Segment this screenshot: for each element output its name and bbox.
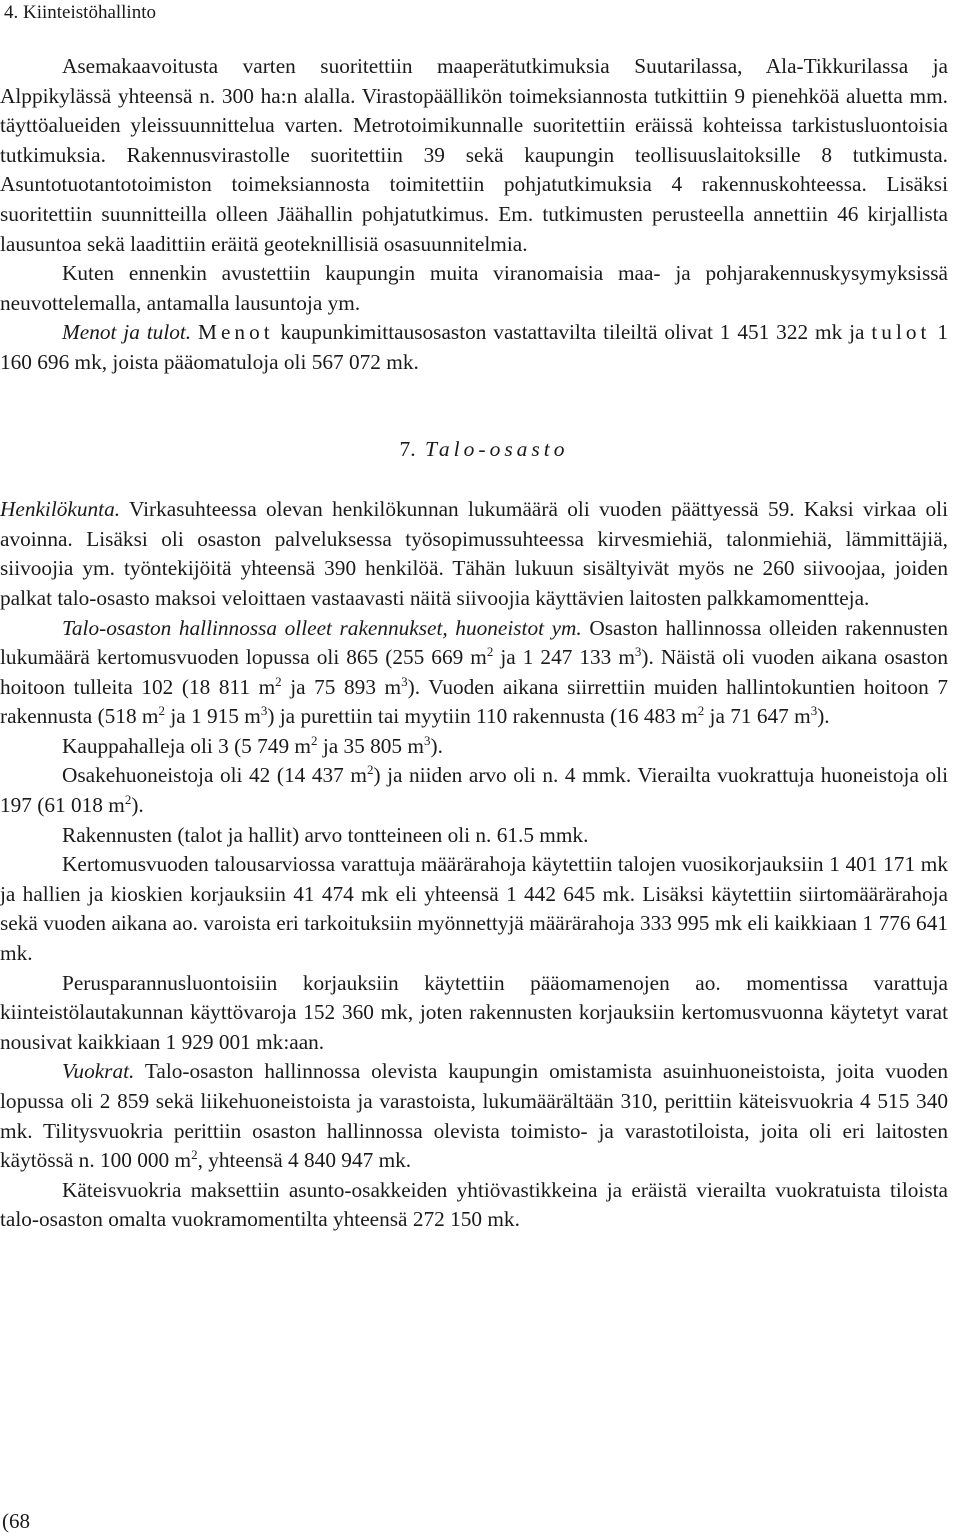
superscript: 3 (810, 703, 818, 719)
text-run: 1 160 696 mk, joista pääomatuloja oli 567 072 mk. (0, 320, 948, 374)
body-text (0, 52, 948, 1235)
superscript: 3 (260, 703, 268, 719)
section-title: Talo-osasto (424, 436, 569, 461)
superscript: 2 (366, 762, 374, 778)
text-run: ja 1 247 133 m (493, 645, 635, 670)
text-run: Osakehuoneistoja oli 42 (14 437 m (62, 763, 367, 788)
section-heading (0, 435, 948, 465)
text-run: kaupunkimittausosaston vastattavilta tileiltä olivat 1 451 322 mk ja (273, 320, 872, 345)
page-number: (68 (2, 1509, 30, 1533)
superscript: 3 (634, 644, 642, 660)
text-run: ) ja purettiin tai myytiin 110 rakennusta (16 483 m (267, 704, 698, 729)
paragraph-ground-surveys: Asemakaavoitusta varten suoritettiin maaperätutkimuksia Suutarilassa, Ala-Tikkurilassa ja Alppikylässä yhteensä n. 300 ha:n alalla. Virastopäällikön toimeksiannosta tutkittiin 9 pienehköä aluetta mm. täyttöalueiden yleissuunnittelua varten. Metrotoimikunnalle suoritettiin eräissä kohteissa tarkistusluontoisia tutkimuksia. Rakennusvirastolle suoritettiin 39 sekä kaupungin teollisuuslaitoksille 8 tutkimusta. Asuntotuotantotoimiston toimeksiannosta toimitettiin pohjatutkimuksia 4 rakennuskohteessa. Lisäksi suoritettiin suunnitteilla olleen Jäähallin pohjatutkimus. Em. tutkimusten perusteella annettiin 46 kirjallista lausuntoa sekä laadittiin eräitä geoteknillisiä osasuunnitelmia. (0, 54, 948, 256)
paragraph-market-halls (0, 732, 948, 762)
spaced-word: tulot (871, 320, 931, 345)
superscript: 2 (158, 703, 165, 719)
text-run: ja 35 805 m (317, 733, 424, 758)
text-run: ja 71 647 m (704, 704, 811, 729)
paragraph-improvements: Perusparannusluontoisiin korjauksiin käytettiin pääomamenojen ao. momentissa varattuja kiinteistölautakunnan käyttövaroja 152 360 mk, joten rakennusten korjauksiin kertomusvuonna käytetyt varat nousivat kaikkiaan 1 929 001 mk:aan. (0, 970, 948, 1054)
superscript: 3 (423, 732, 431, 748)
text-run: Talo-osaston hallinnossa olevista kaupungin omistamista asuinhuoneistoista, joita vuoden lopussa oli 2 859 sekä liikehuoneistoista ja varastoista, lukumäärältään 310, perittiin käteisvuokria 4 515 340 mk. Tilitysvuokria perittiin osaston hallinnossa olevista toimisto- ja varastotiloista, joita oli eri laitosten käytössä n. 100 000 m (0, 1059, 948, 1173)
run-in-heading: Vuokrat. (62, 1059, 135, 1084)
superscript: 2 (697, 703, 705, 719)
text-run: Virkasuhteessa olevan henkilökunnan lukumäärä oli vuoden päättyessä 59. Kaksi virkaa oli avoinna. Lisäksi oli osaston palveluksessa työsopimussuhteessa kirvesmiehiä, talonmiehiä, lämmittäjiä, siivoojia ym. työntekijöitä yhteensä 390 henkilöä. Tähän lukuun sisältyivät myös ne 260 siivoojaa, joiden palkat talo-osasto maksoi veloittaen vastaavasti näitä siivoojia käyttävien laitosten palkkamomentteja. (0, 497, 948, 610)
paragraph-personnel (0, 495, 948, 613)
run-in-heading: Henkilökunta. (0, 497, 121, 522)
superscript: 2 (311, 732, 318, 748)
text-run: ). Vuoden aikana siirrettiin muiden hallintokuntien hoitoon 7 rakennusta (518 m (0, 674, 948, 729)
text-run: ). (817, 704, 830, 729)
paragraph-share-apartments (0, 761, 948, 820)
paragraph-buildings (0, 614, 948, 732)
text-run: ) ja niiden arvo oli n. 4 mmk. Vierailta vuokrattuja huoneistoja oli 197 (61 018 m (0, 763, 948, 818)
text-run: ). (131, 793, 144, 818)
text-run: Kauppahalleja oli 3 (5 749 m (62, 733, 311, 758)
text-run: ja 1 915 m (165, 704, 261, 729)
superscript: 2 (275, 673, 282, 689)
section-number: 7. (399, 436, 416, 461)
text-run: ). (430, 733, 443, 758)
paragraph-cash-rents: Käteisvuokria maksettiin asunto-osakkeiden yhtiövastikkeina ja eräistä vierailta vuokratuista tiloista talo-osaston omalta vuokramomentilta yhteensä 272 150 mk. (0, 1177, 948, 1232)
superscript: 3 (401, 673, 408, 689)
run-in-heading: Talo-osaston hallinnossa olleet rakennukset, huoneistot ym. (62, 615, 582, 640)
text-run: ). Näistä oli vuoden aikana osaston hoitoon tulleita 102 (18 811 m (0, 645, 948, 699)
paragraph-expenses-income (0, 318, 948, 377)
paragraph-assistance: Kuten ennenkin avustettiin kaupungin muita viranomaisia maa- ja pohjarakennuskysymyksissä neuvottelemalla, antamalla lausuntoja ym. (0, 261, 948, 315)
superscript: 2 (191, 1147, 198, 1163)
text-run: ja 75 893 m (281, 674, 402, 699)
spaced-word: Menot (198, 320, 274, 345)
running-head: 4. Kiinteistöhallinto (4, 2, 156, 23)
run-in-heading: Menot ja tulot. (62, 320, 192, 345)
text-run: Osaston hallinnossa olleiden rakennusten lukumäärä kertomusvuoden lopussa oli 865 (255 669 m (0, 615, 948, 670)
text-run: , yhteensä 4 840 947 mk. (197, 1148, 412, 1173)
paragraph-rents (0, 1057, 948, 1175)
paragraph-building-value: Rakennusten (talot ja hallit) arvo tontteineen oli n. 61.5 mmk. (62, 822, 589, 847)
paragraph-repairs-budget: Kertomusvuoden talousarviossa varattuja määrärahoja käytettiin talojen vuosikorjauksiin 1 401 171 mk ja hallien ja kioskien korjauksiin 41 474 mk eli yhteensä 1 442 645 mk. Lisäksi käytettiin siirtomäärärahoja sekä vuoden aikana ao. varoista eri tarkoituksiin myönnettyjä määrärahoja 333 995 mk eli kaikkiaan 1 776 641 mk. (0, 852, 948, 966)
superscript: 2 (486, 644, 494, 660)
superscript: 2 (124, 792, 132, 808)
